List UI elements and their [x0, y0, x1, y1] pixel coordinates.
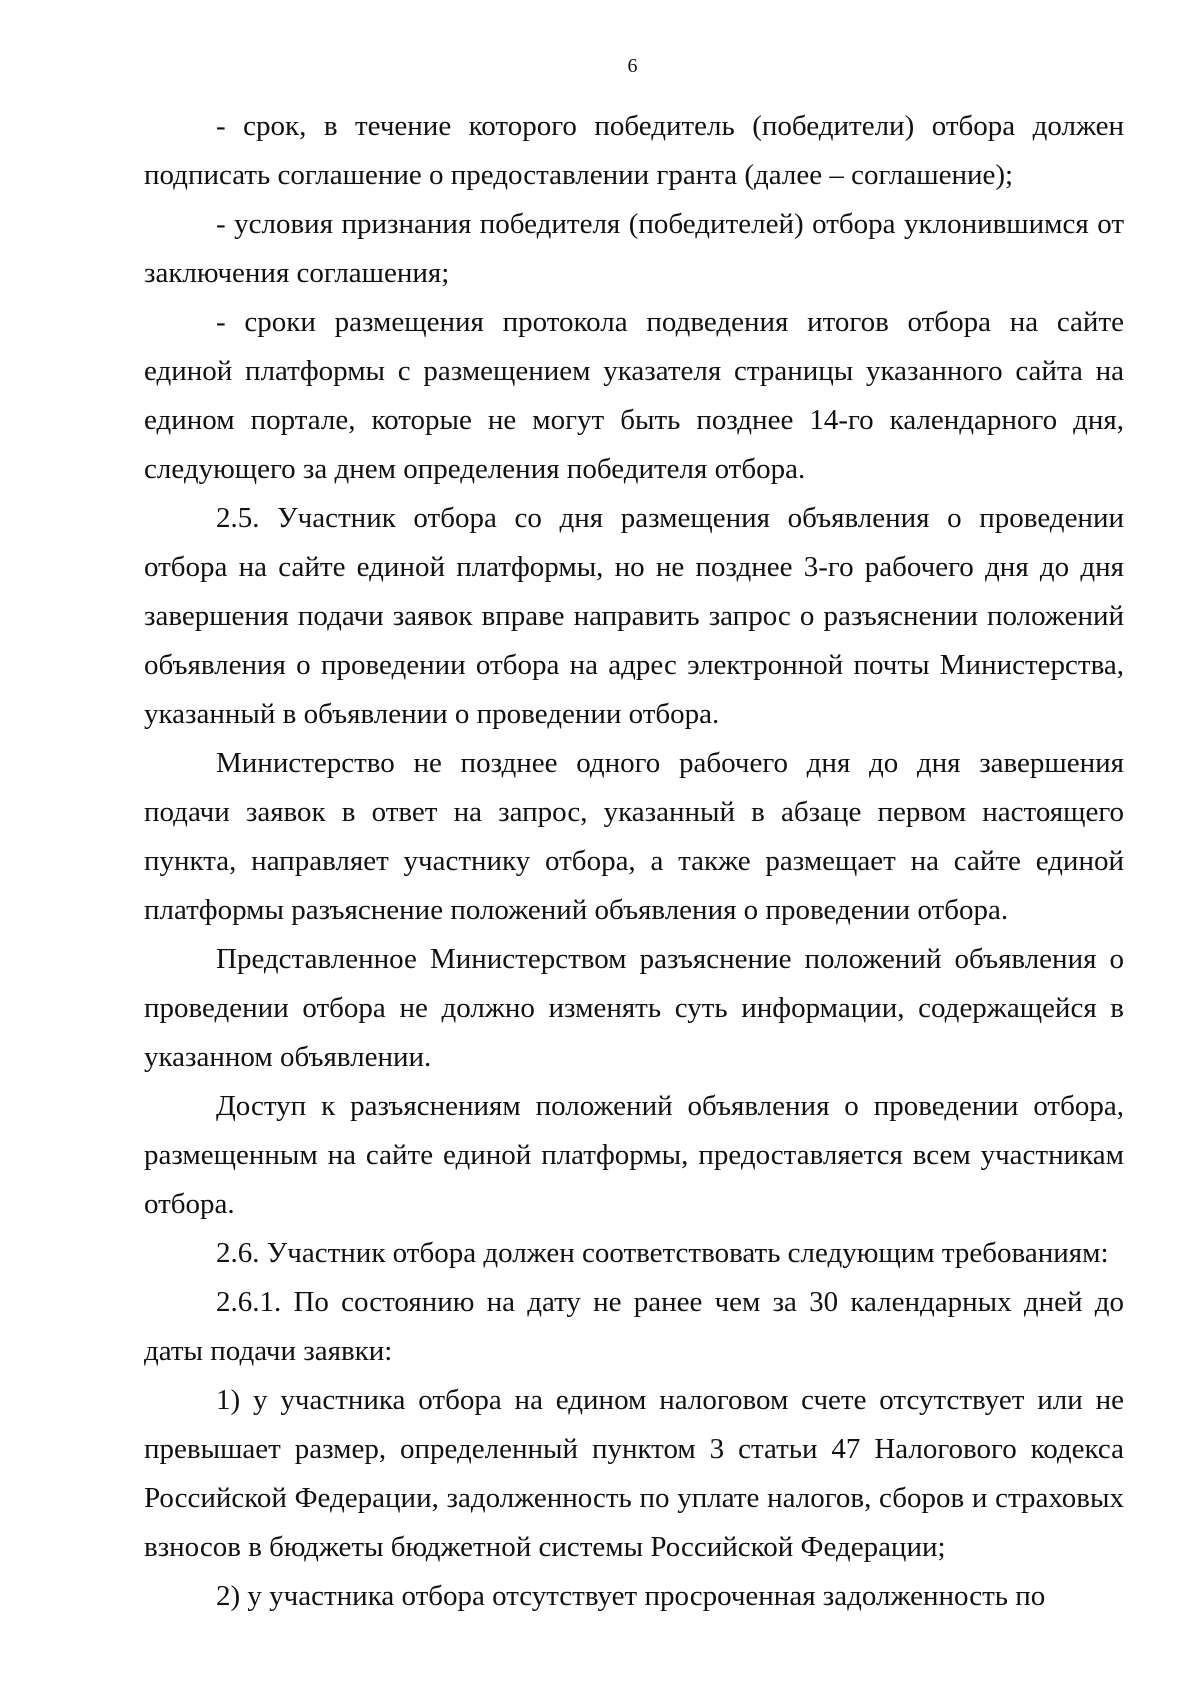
paragraph-2-5: 2.5. Участник отбора со дня размещения объявления о проведении отбора на сайте единой платформы, но не позднее 3-го рабочего дня до дня завершения подачи заявок вправе направить запрос о разъяснении положений объявления о проведении отбора на адрес электронной почты Министерства, указанный в объявлении о проведении отбора.: [144, 502, 1124, 730]
document-body: [144, 102, 1124, 1621]
paragraph-deadline-signing: - срок, в течение которого победитель (победители) отбора должен подписать соглашение о предоставлении гранта (далее – соглашение);: [144, 110, 1124, 191]
paragraph-2-6-1: 2.6.1. По состоянию на дату не ранее чем за 30 календарных дней до даты подачи заявки:: [144, 1286, 1124, 1367]
paragraph-clarification-scope: Представленное Министерством разъяснение положений объявления о проведении отбора не должно изменять суть информации, содержащейся в указанном объявлении.: [144, 943, 1124, 1073]
paragraph-item-1: 1) у участника отбора на едином налоговом счете отсутствует или не превышает размер, определенный пунктом 3 статьи 47 Налогового кодекса Российской Федерации, задолженность по уплате налогов, сборов и страховых взносов в бюджеты бюджетной системы Российской Федерации;: [144, 1384, 1124, 1563]
page-number: 6: [627, 55, 638, 77]
paragraph-evasion-conditions: - условия признания победителя (победителей) отбора уклонившимся от заключения соглашения;: [144, 208, 1124, 289]
paragraph-clarification-access: Доступ к разъяснениям положений объявления о проведении отбора, размещенным на сайте единой платформы, предоставляется всем участникам отбора.: [144, 1090, 1124, 1220]
paragraph-ministry-response: Министерство не позднее одного рабочего дня до дня завершения подачи заявок в ответ на запрос, указанный в абзаце первом настоящего пункта, направляет участнику отбора, а также размещает на сайте единой платформы разъяснение положений объявления о проведении отбора.: [144, 747, 1124, 926]
paragraph-2-6: 2.6. Участник отбора должен соответствовать следующим требованиям:: [216, 1237, 1109, 1269]
paragraph-protocol-terms: - сроки размещения протокола подведения итогов отбора на сайте единой платформы с размещением указателя страницы указанного сайта на едином портале, которые не могут быть позднее 14-го календарного дня, следующего за днем определения победителя отбора.: [144, 306, 1124, 485]
paragraph-item-2: 2) у участника отбора отсутствует просроченная задолженность по: [216, 1580, 1046, 1612]
